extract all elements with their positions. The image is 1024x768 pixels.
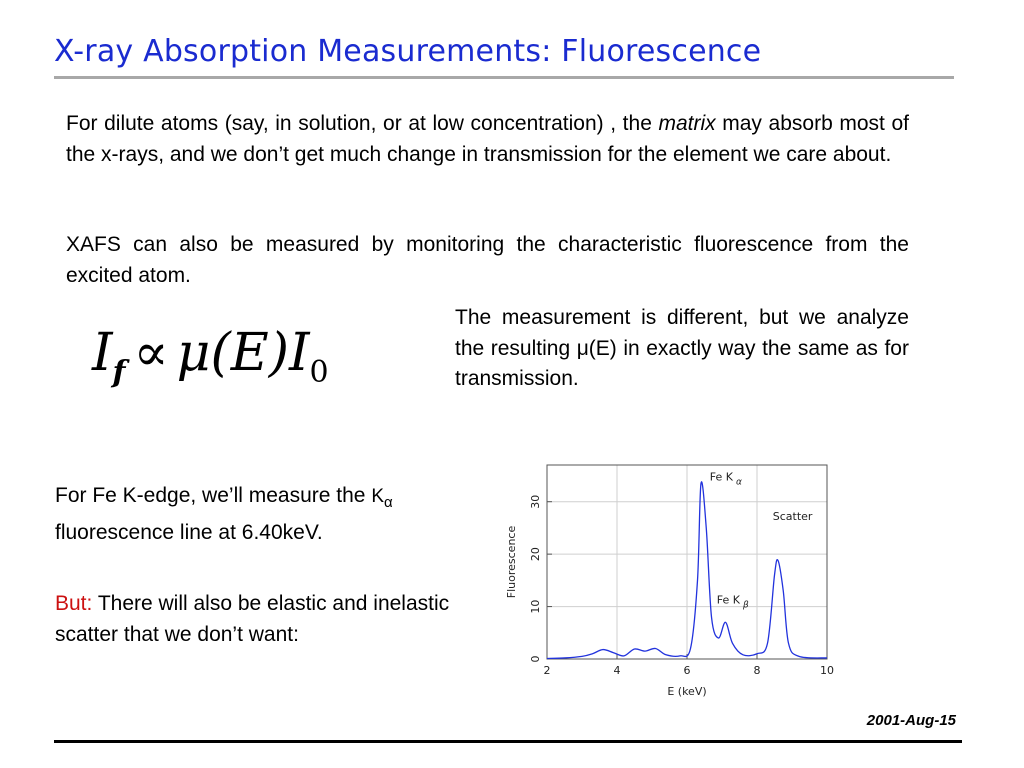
slide-title: X-ray Absorption Measurements: Fluorescence [54,34,762,69]
p4-text-a: For Fe K-edge, we’ll measure the [55,484,372,507]
paragraph-measurement [455,303,909,395]
p3-mu: μ [576,336,589,360]
title-divider [54,76,954,79]
y-tick-label: 20 [529,547,542,562]
p1-text-a: For dilute atoms (say, in solution, or at low concentration) , the [66,112,659,135]
formula-I: I [92,323,113,383]
p3-text-a: The measurement is different, but we analyze the resulting [455,306,909,360]
p4-text-b: fluorescence line at 6.40keV. [55,521,323,545]
x-tick-label: 2 [543,664,551,677]
paragraph-xafs-fluorescence: XAFS can also be measured by monitoring the characteristic fluorescence from the excited atom. [66,233,909,287]
chart-annotation: Fe K $_\alpha$ [709,470,742,488]
formula-proportional: ∝ [133,323,169,383]
formula-sub-f: f [112,355,126,390]
fluorescence-formula [92,318,362,388]
x-tick-label: 8 [753,664,761,677]
p4-k: K [371,486,384,507]
p1-matrix-emphasis: matrix [658,112,716,135]
y-tick-label: 0 [529,655,542,663]
x-tick-label: 10 [820,664,834,677]
p4-alpha: α [384,493,393,511]
x-tick-label: 6 [683,664,691,677]
y-axis-label: Fluorescence [505,525,518,599]
annotation-subscript: β [742,600,749,611]
formula-I0: I [289,323,310,383]
p1-text-b: may absorb most of the x-rays, and we don’t get much change in transmission for the element we care about. [66,112,909,166]
chart-annotation: Scatter [772,510,813,524]
p5-text: There will also be elastic and inelastic scatter that we don’t want: [55,592,450,646]
y-tick-label: 30 [529,494,542,509]
p5-but-label: But: [55,592,93,615]
paragraph-dilute-atoms [66,109,909,170]
y-tick-label: 10 [529,599,542,614]
footer-divider [54,740,962,743]
formula-sub-zero: 0 [309,355,329,390]
p3-text-b: (E) in exactly way the same as for transmission. [455,336,909,390]
paragraph-scatter [55,589,455,650]
slide-date: 2001-Aug-15 [866,712,956,729]
x-axis-label: E (keV) [667,685,707,698]
annotation-subscript: α [735,477,742,488]
chart-annotation: Fe K $_\beta$ [716,593,749,611]
p4-k-alpha [371,486,393,511]
paragraph-fe-kedge [55,481,455,549]
x-tick-label: 4 [613,664,621,677]
formula-mu: μ [176,323,211,383]
formula-E: (E) [210,323,289,383]
fluorescence-chart [495,455,840,705]
